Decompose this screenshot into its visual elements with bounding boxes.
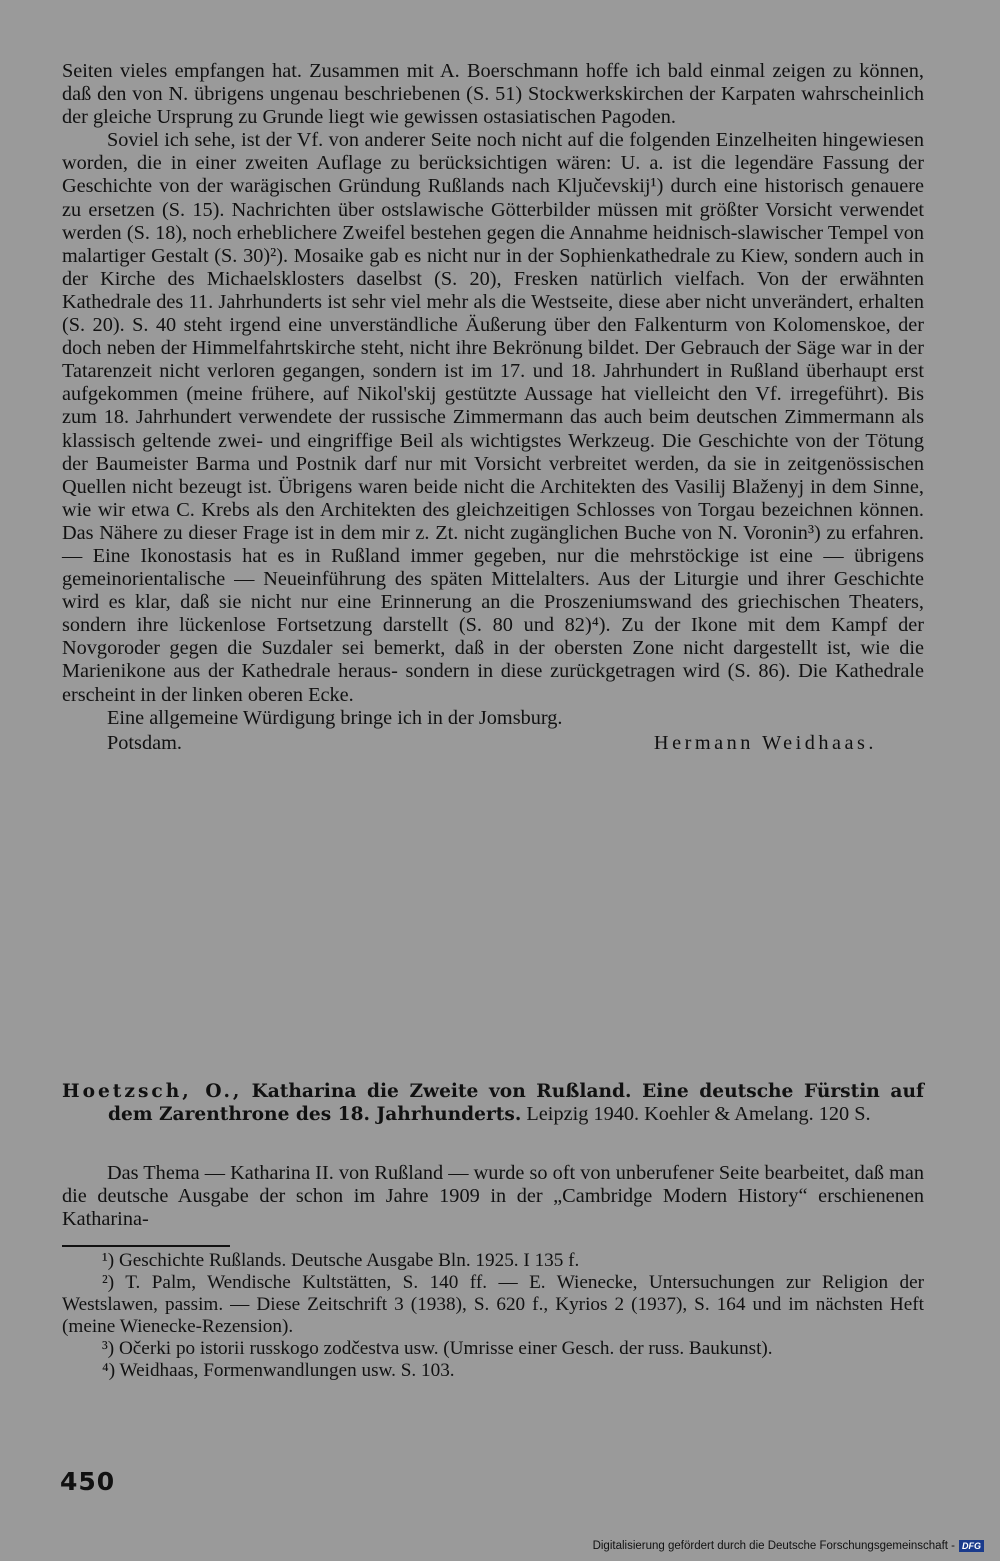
paragraph: Soviel ich sehe, ist der Vf. von anderer Seite noch nicht auf die folgenden Einzelheiten hingewiesen worden, die in einer zweiten Auflage zu berücksichtigen wären: U. a. ist die legendäre Fassung der Geschichte von der warägischen Gründung Rußlands nach Ključevskij¹) durch eine historisch genauere zu ersetzen (S. 15). Nachrichten über ostslawische Götterbilder müssen mit größter Vorsicht verwendet werden (S. 18), noch erheblichere Zweifel bestehen gegen die Annahme heidnisch-slawischer Tempel von malartiger Gestalt (S. 30)²). Mosaike gab es nicht nur in der Sophienkathedrale zu Kiew, sondern auch in der Kirche des Michaelsklosters daselbst (S. 20), Fresken natürlich vielfach. Von der erwähnten Kathedrale des 11. Jahrhunderts ist sehr viel mehr als die Westseite, diese aber nicht unverändert, erhalten (S. 20). S. 40 steht irgend eine unverständliche Äußerung über den Falkenturm von Kolomenskoe, der doch neben der Himmelfahrtskirche steht, nicht ihre Bekrönung bildet. Der Gebrauch der Säge war in der Tatarenzeit nicht verloren gegangen, sondern ist im 17. und 18. Jahrhundert in Rußland überhaupt erst aufgekommen (meine frühere, auf Nikol'skij gestützte Aussage hat vielleicht den Vf. irregeführt). Bis zum 18. Jahrhundert verwendete der russische Zimmermann das auch beim deutschen Zimmermann als klassisch geltende zwei- und eingriffige Beil als wichtigstes Werkzeug. Die Geschichte von der Tötung der Baumeister Barma und Postnik darf nur mit Vorsicht verbreitet werden, da sie in zeitgenössischen Quellen nicht bezeugt ist. Übrigens waren beide nicht die Architekten des Vasilij Blaženyj in dem Sinne, wie wir etwa C. Krebs als den Architekten des gleichzeitigen Schlosses von Torgau bezeichnen können. Das Nähere zu dieser Frage ist in dem mir z. Zt. nicht zugänglichen Buche von N. Voronin³) zu erfahren. — Eine Ikonostasis hat es in Rußland immer gegeben, nur die mehrstöckige ist eine — übrigens gemeinorientalische — Neueinführung des späten Mittelalters. Aus der Liturgie und ihrer Geschichte wird es klar, daß sie nicht nur eine Erinnerung an die Proszeniumswand des griechischen Theaters, sondern ihre lückenlose Fortsetzung darstellt (S. 80 und 82)⁴). Zu der Ikone mit dem Kampf der Novgoroder gegen die Suzdaler sei bemerkt, daß in der obersten Zone nicht dargestellt ist, wie die Marienikone aus der Kathedrale heraus- sondern in diese zurückgetragen wird (S. 86). Die Kathedrale erscheint in der linken oberen Ecke. xyxy=(62,129,924,706)
paragraph: Eine allgemeine Würdigung bringe ich in der Jomsburg. xyxy=(107,706,563,729)
signature-place: Potsdam. xyxy=(107,731,182,754)
footnote: ¹) Geschichte Rußlands. Deutsche Ausgabe Bln. 1925. I 135 f. xyxy=(102,1250,580,1271)
book-imprint: Leipzig 1940. Koehler & Amelang. 120 S. xyxy=(526,1103,871,1125)
page-number: 450 xyxy=(60,1467,116,1496)
footnote-divider xyxy=(62,1245,230,1247)
dfg-logo-icon: DFG xyxy=(959,1540,984,1552)
book-author: Hoetzsch, O., xyxy=(62,1081,243,1102)
paragraph: Seiten vieles empfangen hat. Zusammen mit A. Boerschmann hoffe ich bald einmal zeigen zu können, daß den von N. übrigens ungenau beschriebenen (S. 51) Stockwerkskirchen der Karpaten wahrscheinlich der gleiche Ursprung zu Grunde liegt wie gewissen ostasiatischen Pagoden. xyxy=(62,60,924,129)
credit-text: Digitalisierung gefördert durch die Deutsche Forschungsgemeinschaft - xyxy=(592,1540,955,1552)
reviewer-name: Hermann Weidhaas. xyxy=(653,731,877,754)
review-heading xyxy=(62,1080,924,1126)
review-text-continued xyxy=(62,60,924,756)
book-title: Katharina die Zweite von Rußland. Eine deutsche Fürstin auf dem Zarenthrone des 18. Jahrhunderts. xyxy=(108,1081,924,1125)
footnote: ³) Očerki po istorii russkogo zodčestva usw. (Umrisse einer Gesch. der russ. Baukunst). xyxy=(102,1338,773,1359)
digitization-credit xyxy=(593,1540,984,1552)
review-paragraph: Das Thema — Katharina II. von Rußland — wurde so oft von unberufener Seite bearbeitet, daß man die deutsche Ausgabe der schon im Jahre 1909 in der „Cambridge Modern History“ erschienenen Katharina- xyxy=(62,1162,924,1230)
signature-line xyxy=(62,732,924,756)
footnote: ⁴) Weidhaas, Formenwandlungen usw. S. 103. xyxy=(102,1360,455,1381)
footnotes xyxy=(62,1250,924,1382)
footnote: ²) T. Palm, Wendische Kultstätten, S. 140 ff. — E. Wienecke, Untersuchungen zur Religion der Westslawen, passim. — Diese Zeitschrift 3 (1938), S. 620 f., Kyrios 2 (1937), S. 164 und im nächsten Heft (meine Wienecke-Rezension). xyxy=(62,1272,924,1337)
